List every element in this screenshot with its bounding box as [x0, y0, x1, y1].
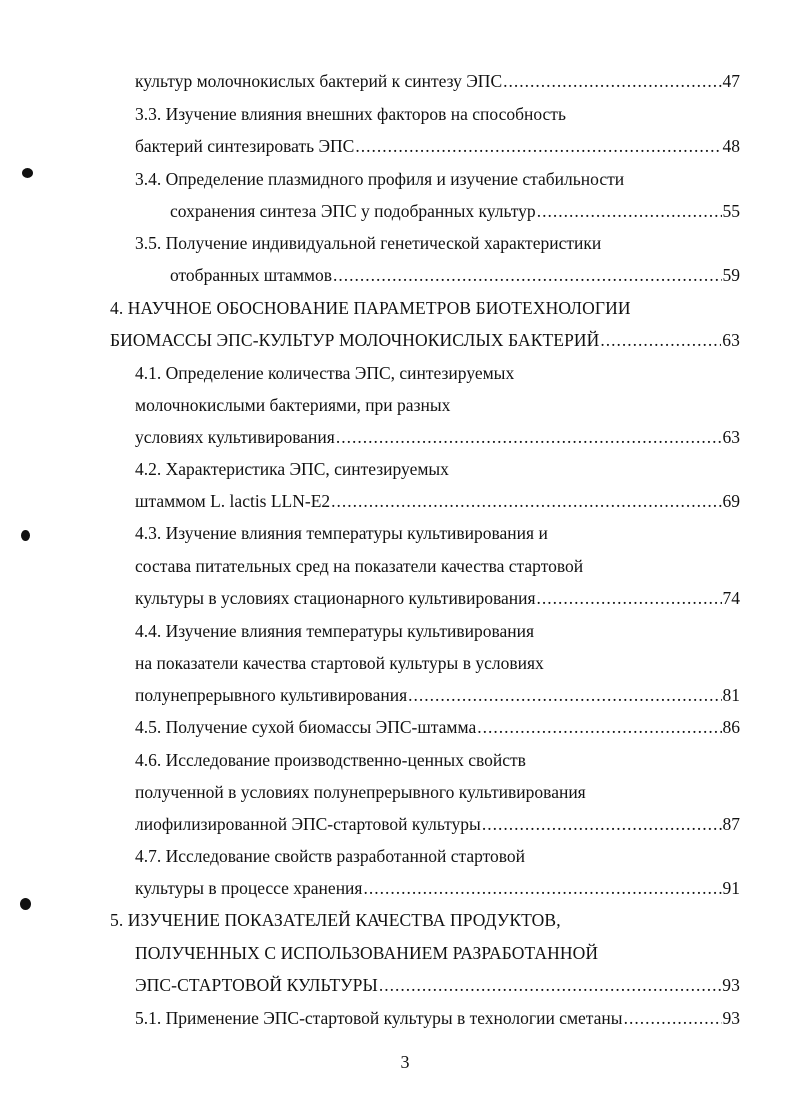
toc-entry-text: культур молочнокислых бактерий к синтезу ЭПС	[135, 71, 503, 91]
toc-entry-text: культуры в условиях стационарного культивирования	[135, 588, 536, 608]
toc-entry-text: 5. ИЗУЧЕНИЕ ПОКАЗАТЕЛЕЙ КАЧЕСТВА ПРОДУКТОВ,	[110, 910, 561, 930]
leader-dots	[331, 490, 721, 512]
toc-entry	[170, 200, 740, 222]
toc-page-number: 55	[722, 201, 740, 221]
toc-entry-text: 4.4. Изучение влияния температуры культивирования	[135, 621, 535, 641]
toc-chapter-heading	[110, 329, 740, 351]
toc-entry	[135, 362, 514, 384]
toc-entry	[135, 490, 740, 512]
toc-page-number: 63	[722, 427, 740, 447]
toc-page-number: 48	[722, 136, 740, 156]
toc-entry-text: молочнокислыми бактериями, при разных	[135, 395, 451, 415]
toc-entry	[135, 877, 740, 899]
toc-entry	[135, 135, 740, 157]
leader-dots	[537, 200, 722, 222]
leader-dots	[477, 716, 721, 738]
leader-dots	[333, 264, 722, 286]
toc-entry-text: 4.2. Характеристика ЭПС, синтезируемых	[135, 459, 449, 479]
toc-entry	[135, 813, 740, 835]
toc-entry-text: 4.1. Определение количества ЭПС, синтезируемых	[135, 363, 515, 383]
toc-page-number: 93	[722, 975, 740, 995]
toc-entry	[135, 716, 740, 738]
toc-entry	[135, 1007, 740, 1029]
toc-entry-text: 3.5. Получение индивидуальной генетической характеристики	[135, 233, 602, 253]
toc-entry	[170, 264, 740, 286]
toc-entry-text: культуры в процессе хранения	[135, 878, 363, 898]
page-number: 3	[400, 1052, 410, 1072]
toc-entry-text: 4.3. Изучение влияния температуры культивирования и	[135, 523, 548, 543]
toc-entry-text: ЭПС-СТАРТОВОЙ КУЛЬТУРЫ	[135, 975, 378, 995]
scan-speck	[21, 530, 30, 541]
toc-entry-text: 4.7. Исследование свойств разработанной стартовой	[135, 846, 526, 866]
leader-dots	[363, 877, 721, 899]
toc-entry	[135, 394, 450, 416]
leader-dots	[624, 1007, 722, 1029]
toc-entry	[135, 587, 740, 609]
leader-dots	[482, 813, 722, 835]
toc-entry	[135, 103, 566, 125]
toc-entry	[135, 426, 740, 448]
toc-entry-text: на показатели качества стартовой культуры в условиях	[135, 653, 544, 673]
toc-entry	[135, 232, 601, 254]
toc-entry	[135, 522, 548, 544]
toc-entry	[135, 555, 583, 577]
toc-entry-text: полученной в условиях полунепрерывного культивирования	[135, 782, 586, 802]
toc-page-number: 59	[722, 265, 740, 285]
toc-entry-text: состава питательных сред на показатели качества стартовой	[135, 556, 584, 576]
toc-entry-text: ПОЛУЧЕННЫХ С ИСПОЛЬЗОВАНИЕМ РАЗРАБОТАННОЙ	[135, 943, 599, 963]
leader-dots	[379, 974, 721, 996]
toc-entry-text: 5.1. Применение ЭПС-стартовой культуры в технологии сметаны	[135, 1008, 623, 1028]
toc-page-number: 74	[722, 588, 740, 608]
toc-entry	[135, 620, 534, 642]
scan-speck	[22, 168, 33, 178]
toc-entry-text: 4. НАУЧНОЕ ОБОСНОВАНИЕ ПАРАМЕТРОВ БИОТЕХНОЛОГИИ	[110, 298, 631, 318]
toc-entry-text: условиях культивирования	[135, 427, 335, 447]
toc-entry	[135, 168, 624, 190]
scan-speck	[20, 898, 31, 910]
toc-page-number: 63	[722, 330, 740, 350]
toc-page-number: 81	[722, 685, 740, 705]
toc-page-number: 69	[722, 491, 740, 511]
toc-page-number: 47	[722, 71, 740, 91]
toc-entry	[135, 845, 525, 867]
toc-chapter-heading	[110, 297, 631, 319]
toc-page-number: 93	[722, 1008, 740, 1028]
leader-dots	[336, 426, 722, 448]
toc-entry	[135, 749, 526, 771]
toc-entry	[135, 458, 449, 480]
toc-entry	[135, 652, 544, 674]
toc-chapter-heading	[135, 942, 598, 964]
toc-page-number: 86	[722, 717, 740, 737]
toc-page-number: 87	[722, 814, 740, 834]
leader-dots	[408, 684, 721, 706]
toc-entry-text: полунепрерывного культивирования	[135, 685, 408, 705]
leader-dots	[600, 329, 721, 351]
toc-entry	[135, 781, 586, 803]
toc-entry-text: 3.4. Определение плазмидного профиля и изучение стабильности	[135, 169, 625, 189]
toc-entry-text: 4.5. Получение сухой биомассы ЭПС-штамма	[135, 717, 477, 737]
toc-entry	[135, 70, 740, 92]
toc-entry-text: бактерий синтезировать ЭПС	[135, 136, 355, 156]
leader-dots	[355, 135, 721, 157]
toc-entry-text: штаммом L. lactis LLN-E2	[135, 491, 331, 511]
toc-chapter-heading	[135, 974, 740, 996]
toc-chapter-heading	[110, 909, 561, 931]
toc-page-number: 91	[722, 878, 740, 898]
leader-dots	[503, 70, 721, 92]
toc-entry-text: отобранных штаммов	[170, 265, 332, 285]
toc-entry-text: сохранения синтеза ЭПС у подобранных культур	[170, 201, 536, 221]
toc-entry-text: 3.3. Изучение влияния внешних факторов на способность	[135, 104, 566, 124]
leader-dots	[537, 587, 722, 609]
toc-entry-text: лиофилизированной ЭПС-стартовой культуры	[135, 814, 481, 834]
toc-entry-text: 4.6. Исследование производственно-ценных свойств	[135, 750, 526, 770]
toc-entry-text: БИОМАССЫ ЭПС-КУЛЬТУР МОЛОЧНОКИСЛЫХ БАКТЕРИЙ	[110, 330, 600, 350]
toc-entry	[135, 684, 740, 706]
